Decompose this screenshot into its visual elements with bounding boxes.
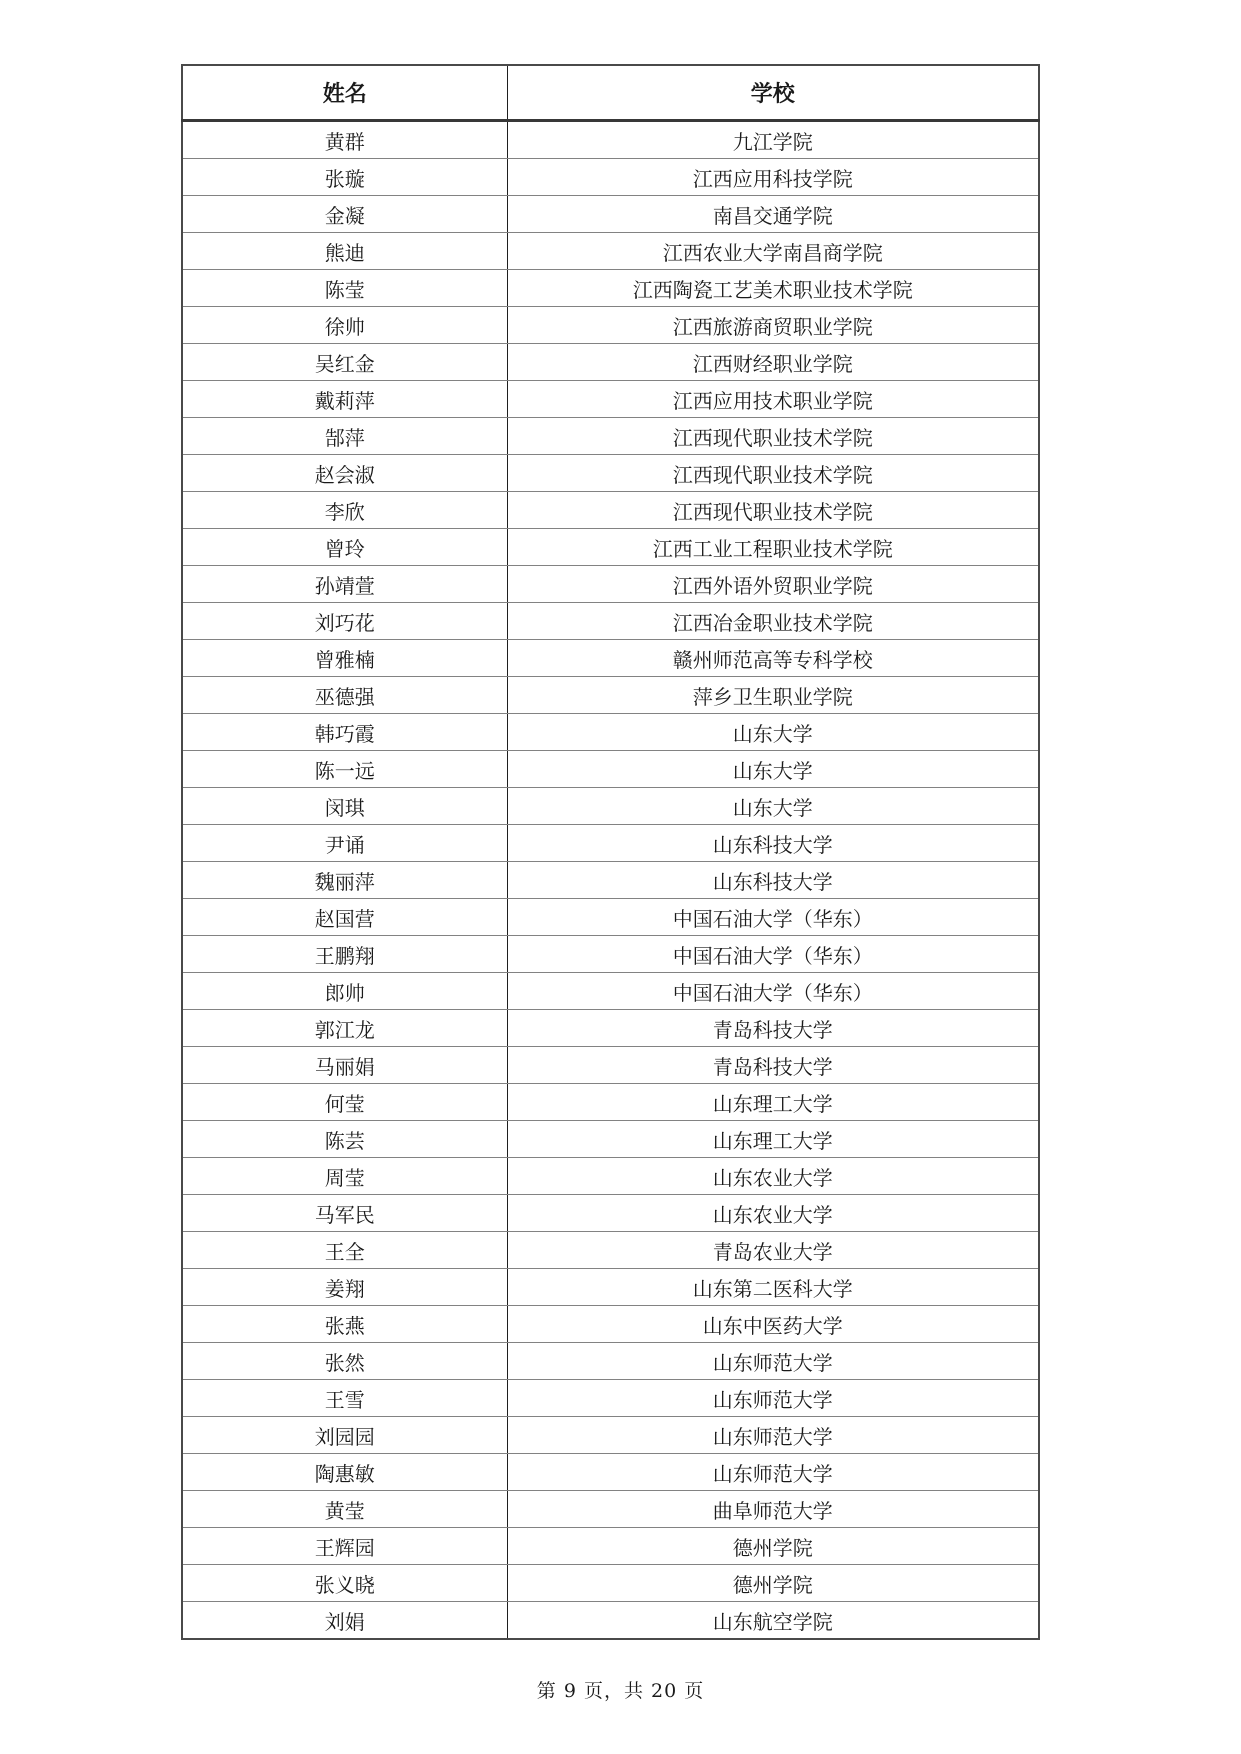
table-row — [182, 677, 1039, 714]
table-row — [182, 603, 1039, 640]
name-cell: 马丽娟 — [182, 1047, 507, 1084]
table-row — [182, 899, 1039, 936]
school-cell: 江西外语外贸职业学院 — [507, 566, 1039, 603]
school-cell: 山东科技大学 — [507, 862, 1039, 899]
name-cell: 黄莹 — [182, 1491, 507, 1528]
table-row — [182, 233, 1039, 270]
name-cell: 郭江龙 — [182, 1010, 507, 1047]
name-cell: 赵会淑 — [182, 455, 507, 492]
header-cell-name: 姓名 — [182, 65, 507, 121]
school-cell: 江西财经职业学院 — [507, 344, 1039, 381]
name-school-table — [181, 64, 1040, 1640]
name-cell: 金凝 — [182, 196, 507, 233]
table-row — [182, 121, 1039, 159]
table-row — [182, 751, 1039, 788]
school-cell: 赣州师范高等专科学校 — [507, 640, 1039, 677]
table-row — [182, 1380, 1039, 1417]
table-row — [182, 1195, 1039, 1232]
name-cell: 陈莹 — [182, 270, 507, 307]
name-cell: 吴红金 — [182, 344, 507, 381]
table-row — [182, 862, 1039, 899]
school-cell: 青岛农业大学 — [507, 1232, 1039, 1269]
name-cell: 王全 — [182, 1232, 507, 1269]
table-header — [182, 65, 1039, 121]
name-cell: 郎帅 — [182, 973, 507, 1010]
name-cell: 闵琪 — [182, 788, 507, 825]
table-row — [182, 270, 1039, 307]
school-cell: 江西现代职业技术学院 — [507, 492, 1039, 529]
table-row — [182, 1306, 1039, 1343]
table-row — [182, 1121, 1039, 1158]
name-cell: 何莹 — [182, 1084, 507, 1121]
name-cell: 韩巧霞 — [182, 714, 507, 751]
table-row — [182, 159, 1039, 196]
school-cell: 萍乡卫生职业学院 — [507, 677, 1039, 714]
school-cell: 中国石油大学（华东） — [507, 899, 1039, 936]
name-cell: 张然 — [182, 1343, 507, 1380]
name-cell: 王鹏翔 — [182, 936, 507, 973]
table-row — [182, 455, 1039, 492]
school-cell: 山东大学 — [507, 714, 1039, 751]
name-cell: 马军民 — [182, 1195, 507, 1232]
table-row — [182, 492, 1039, 529]
table-row — [182, 1158, 1039, 1195]
name-cell: 曾雅楠 — [182, 640, 507, 677]
name-cell: 刘娟 — [182, 1602, 507, 1640]
table-row — [182, 973, 1039, 1010]
table-row — [182, 1343, 1039, 1380]
school-cell: 德州学院 — [507, 1565, 1039, 1602]
school-cell: 山东师范大学 — [507, 1417, 1039, 1454]
school-cell: 山东师范大学 — [507, 1454, 1039, 1491]
name-cell: 陶惠敏 — [182, 1454, 507, 1491]
school-cell: 中国石油大学（华东） — [507, 973, 1039, 1010]
table-row — [182, 788, 1039, 825]
school-cell: 江西工业工程职业技术学院 — [507, 529, 1039, 566]
name-cell: 王雪 — [182, 1380, 507, 1417]
school-cell: 江西陶瓷工艺美术职业技术学院 — [507, 270, 1039, 307]
table-row — [182, 1491, 1039, 1528]
table-row — [182, 1232, 1039, 1269]
table-row — [182, 640, 1039, 677]
name-cell: 孙靖萱 — [182, 566, 507, 603]
school-cell: 山东科技大学 — [507, 825, 1039, 862]
name-cell: 刘巧花 — [182, 603, 507, 640]
table-row — [182, 714, 1039, 751]
name-cell: 尹诵 — [182, 825, 507, 862]
header-cell-school: 学校 — [507, 65, 1039, 121]
school-cell: 山东中医药大学 — [507, 1306, 1039, 1343]
school-cell: 曲阜师范大学 — [507, 1491, 1039, 1528]
table-row — [182, 196, 1039, 233]
table-row — [182, 307, 1039, 344]
school-cell: 山东大学 — [507, 751, 1039, 788]
name-cell: 陈芸 — [182, 1121, 507, 1158]
name-cell: 郜萍 — [182, 418, 507, 455]
table-row — [182, 1417, 1039, 1454]
name-cell: 徐帅 — [182, 307, 507, 344]
school-cell: 山东理工大学 — [507, 1121, 1039, 1158]
school-cell: 山东理工大学 — [507, 1084, 1039, 1121]
name-cell: 陈一远 — [182, 751, 507, 788]
name-cell: 姜翔 — [182, 1269, 507, 1306]
name-cell: 王辉园 — [182, 1528, 507, 1565]
school-cell: 南昌交通学院 — [507, 196, 1039, 233]
school-cell: 山东师范大学 — [507, 1380, 1039, 1417]
table-row — [182, 1047, 1039, 1084]
school-cell: 九江学院 — [507, 121, 1039, 159]
table-row — [182, 1528, 1039, 1565]
school-cell: 德州学院 — [507, 1528, 1039, 1565]
name-cell: 张义晓 — [182, 1565, 507, 1602]
school-cell: 山东农业大学 — [507, 1195, 1039, 1232]
table-row — [182, 1565, 1039, 1602]
school-cell: 江西应用技术职业学院 — [507, 381, 1039, 418]
school-cell: 山东航空学院 — [507, 1602, 1039, 1640]
table-row — [182, 1084, 1039, 1121]
name-cell: 李欣 — [182, 492, 507, 529]
school-cell: 山东大学 — [507, 788, 1039, 825]
name-cell: 熊迪 — [182, 233, 507, 270]
school-cell: 青岛科技大学 — [507, 1010, 1039, 1047]
table-body — [182, 121, 1039, 1640]
name-cell: 曾玲 — [182, 529, 507, 566]
school-cell: 山东第二医科大学 — [507, 1269, 1039, 1306]
school-cell: 江西旅游商贸职业学院 — [507, 307, 1039, 344]
table-row — [182, 825, 1039, 862]
school-cell: 青岛科技大学 — [507, 1047, 1039, 1084]
table-row — [182, 418, 1039, 455]
name-cell: 魏丽萍 — [182, 862, 507, 899]
school-cell: 山东师范大学 — [507, 1343, 1039, 1380]
school-cell: 江西农业大学南昌商学院 — [507, 233, 1039, 270]
page-number-footer: 第 9 页，共 20 页 — [536, 1680, 705, 1702]
school-cell: 江西现代职业技术学院 — [507, 418, 1039, 455]
school-cell: 中国石油大学（华东） — [507, 936, 1039, 973]
name-cell: 刘园园 — [182, 1417, 507, 1454]
table-row — [182, 1602, 1039, 1640]
name-cell: 戴莉萍 — [182, 381, 507, 418]
table-row — [182, 344, 1039, 381]
name-cell: 张璇 — [182, 159, 507, 196]
school-cell: 江西应用科技学院 — [507, 159, 1039, 196]
name-cell: 赵国营 — [182, 899, 507, 936]
name-cell: 巫德强 — [182, 677, 507, 714]
table-row — [182, 1269, 1039, 1306]
school-cell: 江西现代职业技术学院 — [507, 455, 1039, 492]
table-row — [182, 566, 1039, 603]
table-row — [182, 1454, 1039, 1491]
school-cell: 山东农业大学 — [507, 1158, 1039, 1195]
table-row — [182, 1010, 1039, 1047]
table-row — [182, 529, 1039, 566]
table-row — [182, 381, 1039, 418]
table-row — [182, 936, 1039, 973]
school-cell: 江西冶金职业技术学院 — [507, 603, 1039, 640]
name-cell: 周莹 — [182, 1158, 507, 1195]
name-cell: 黄群 — [182, 121, 507, 159]
header-row — [182, 65, 1039, 121]
name-cell: 张燕 — [182, 1306, 507, 1343]
